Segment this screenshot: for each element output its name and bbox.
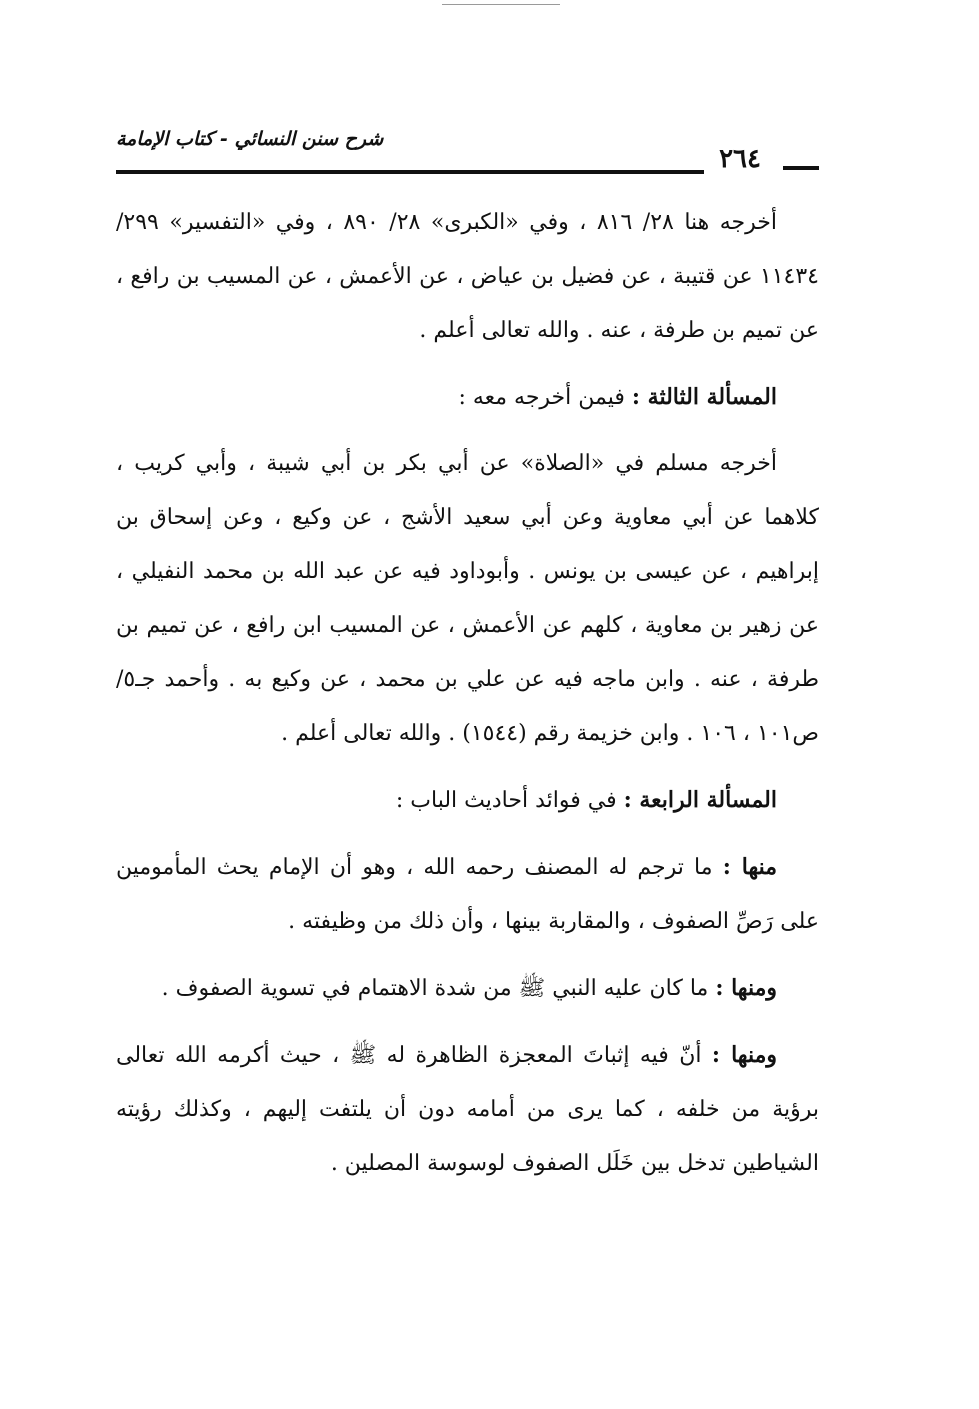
paragraph-co-narrators: أخرجه مسلم في «الصلاة» عن أبي بكر بن أبي شيبة ، وأبي كريب ، كلاهما عن أبي معاوية وعن أبي سعيد الأشج ، عن وكيع ، وعن إسحاق بن إبراهيم ، عن عيسى بن يونس . وأبوداود فيه عن عبد الله بن محمد النفيلي ، عن زهير بن معاوية ، كلهم عن الأعمش ، عن المسيب ابن رافع ، عن تميم بن طرفة ، عنه . وابن ماجه فيه عن علي بن محمد ، عن وكيع به . وأحمد جـ٥/ ص١٠١ ، ١٠٦ . وابن خزيمة رقم (١٥٤٤) . والله تعالى أعلم . xyxy=(116,451,819,746)
benefit-label: ومنها : xyxy=(711,1042,777,1068)
issue-label: المسألة الثالثة : xyxy=(631,384,777,410)
benefit-item xyxy=(116,1028,819,1191)
paragraph-takhrij: أخرجه هنا ٢٨/ ٨١٦ ، وفي «الكبرى» ٢٨/ ٨٩٠ ، وفي «التفسير» ٢٩٩/ ١١٤٣٤ عن قتيبة ، عن فضيل بن عياض ، عن الأعمش ، عن المسيب بن رافع ، عن تميم بن طرفة ، عنه . والله تعالى أعلم . xyxy=(116,210,819,343)
page-header xyxy=(116,128,819,184)
running-title: شرح سنن النسائي - كتاب الإمامة xyxy=(116,128,384,150)
benefit-text: أنّ فيه إثباتَ المعجزة الظاهرة له ﷺ ، حيث أكرمه الله تعالى برؤية من خلفه ، كما يرى من أمامه دون أن يلتفت إليهم ، وكذلك رؤيته الشياطين تدخل بين خَلَل الصفوف لوسوسة المصلين . xyxy=(116,1043,819,1176)
page-body xyxy=(116,196,819,1191)
issue-title: في فوائد أحاديث الباب : xyxy=(395,788,617,813)
benefit-label: منها : xyxy=(722,854,778,880)
section-heading-fourth-issue xyxy=(116,773,819,828)
page-number: ٢٦٤ xyxy=(719,144,761,174)
section-heading-third-issue xyxy=(116,370,819,425)
benefit-text: ما كان عليه النبي ﷺ من شدة الاهتمام في تسوية الصفوف . xyxy=(161,976,709,1001)
benefit-item xyxy=(116,961,819,1016)
benefit-label: ومنها : xyxy=(715,975,777,1001)
issue-label: المسألة الرابعة : xyxy=(623,787,777,813)
benefit-text: ما ترجم له المصنف رحمه الله ، وهو أن الإمام يحث المأمومين على رَصِّ الصفوف ، والمقاربة بينها ، وأن ذلك من وظيفته . xyxy=(116,855,819,934)
benefit-item xyxy=(116,840,819,949)
page-number-dash xyxy=(783,166,819,170)
top-edge-mark xyxy=(442,4,560,5)
issue-title: فيمن أخرجه معه : xyxy=(458,385,625,410)
header-rule xyxy=(116,170,704,174)
